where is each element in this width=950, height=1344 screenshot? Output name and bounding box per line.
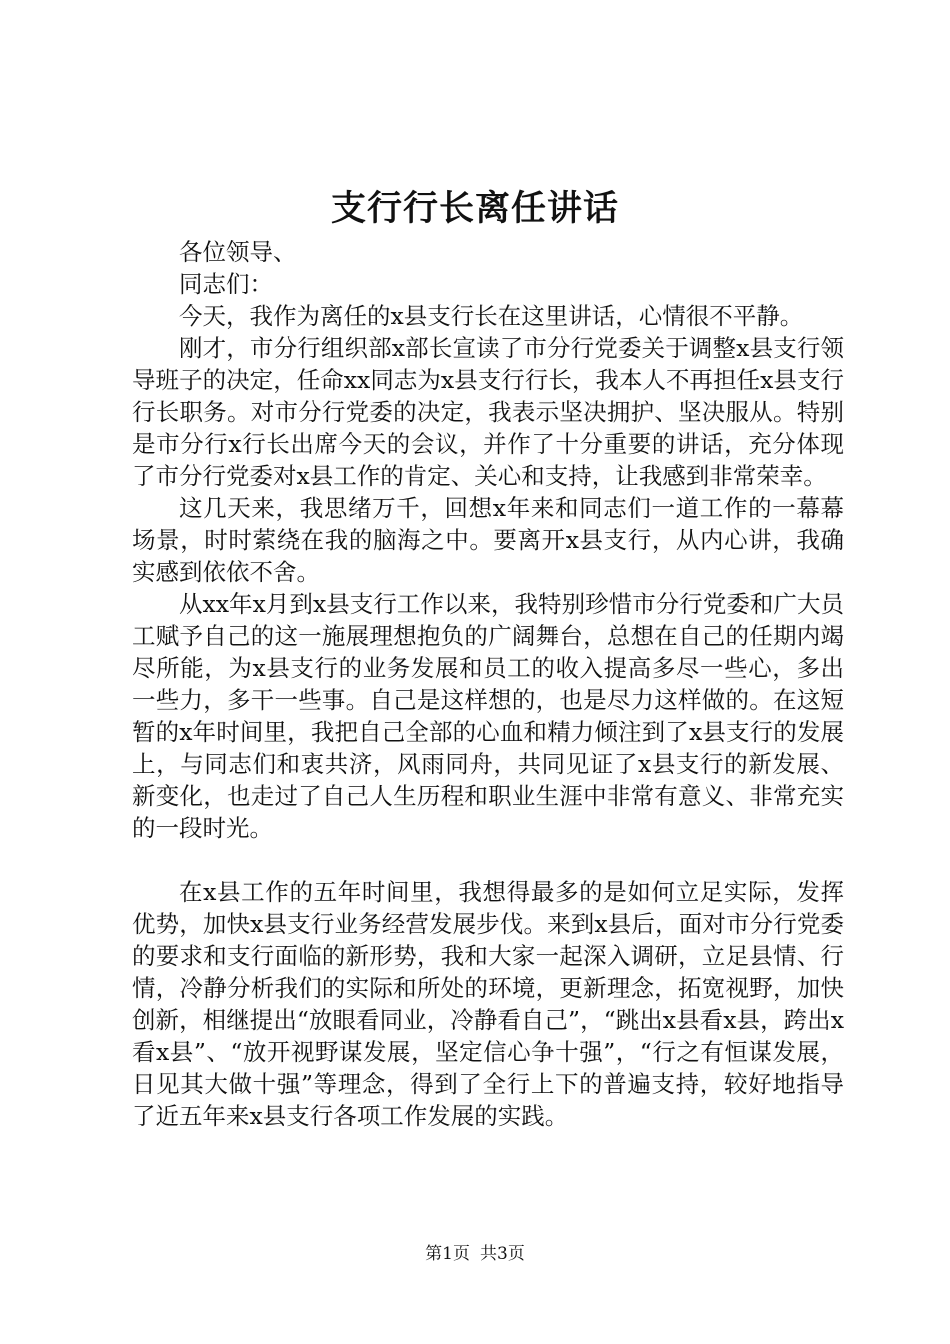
body-paragraph: 刚才，市分行组织部x部长宣读了市分行党委关于调整x县支行领导班子的决定，任命xx同志为x县支行行长，我本人不再担任x县支行行长职务。对市分行党委的决定，我表示坚决拥护、坚决服从。特别是市分行x行长出席今天的会议，并作了十分重要的讲话，充分体现了市分行党委对x县工作的肯定、关心和支持，让我感到非常荣幸。 <box>132 334 844 490</box>
body-paragraph: 在x县工作的五年时间里，我想得最多的是如何立足实际，发挥优势，加快x县支行业务经营发展步伐。来到x县后，面对市分行党委的要求和支行面临的新形势，我和大家一起深入调研，立足县情、行情，冷静分析我们的实际和所处的环境，更新理念，拓宽视野，加快创新，相继提出“放眼看同业，冷静看自己”，“跳出x县看x县，跨出x看x县”、“放开视野谋发展，坚定信心争十强”，“行之有恒谋发展，日见其大做十强”等理念，得到了全行上下的普遍支持，较好地指导了近五年来x县支行各项工作发展的实践。 <box>132 878 844 1130</box>
document-body <box>132 236 844 1132</box>
salutation-line-1: 各位领导、 <box>179 238 297 266</box>
body-paragraph: 今天，我作为离任的x县支行长在这里讲话，心情很不平静。 <box>179 302 804 330</box>
salutation-line-2: 同志们： <box>179 270 273 298</box>
page-total: 共3页 <box>480 1244 525 1264</box>
page-footer <box>0 1242 950 1266</box>
document-title: 支行行长离任讲话 <box>330 188 619 229</box>
page-number: 第1页 <box>425 1244 470 1264</box>
body-paragraph: 从xx年x月到x县支行工作以来，我特别珍惜市分行党委和广大员工赋予自己的这一施展理想抱负的广阔舞台，总想在自己的任期内竭尽所能，为x县支行的业务发展和员工的收入提高多尽一些心，多出一些力，多干一些事。自己是这样想的，也是尽力这样做的。在这短暂的x年时间里，我把自己全部的心血和精力倾注到了x县支行的发展上，与同志们和衷共济，风雨同舟，共同见证了x县支行的新发展、新变化，也走过了自己人生历程和职业生涯中非常有意义、非常充实的一段时光。 <box>132 590 844 842</box>
body-paragraph: 这几天来，我思绪万千，回想x年来和同志们一道工作的一幕幕场景，时时萦绕在我的脑海之中。要离开x县支行，从内心讲，我确实感到依依不舍。 <box>132 494 844 586</box>
